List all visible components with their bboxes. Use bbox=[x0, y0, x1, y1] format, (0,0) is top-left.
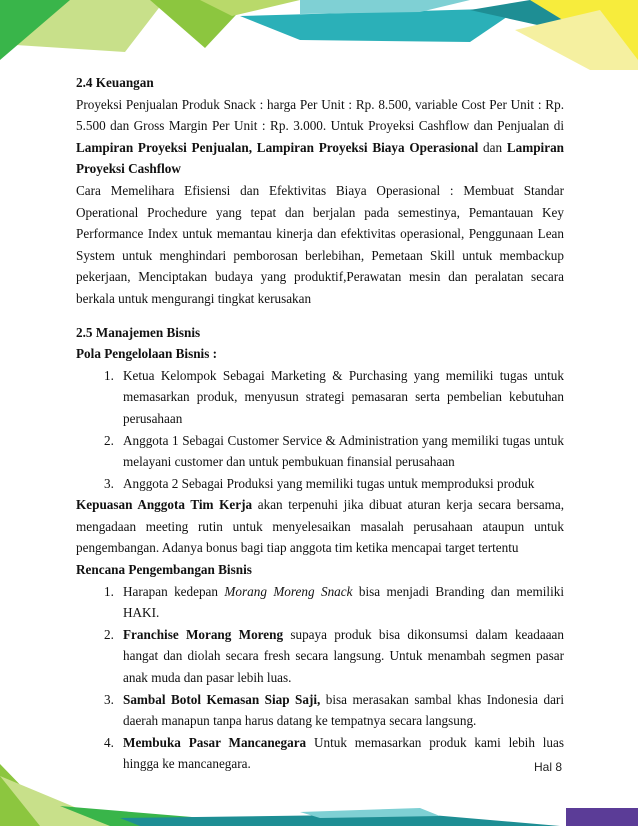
subheading-pola: Pola Pengelolaan Bisnis : bbox=[76, 346, 218, 362]
text-span: Harapan kedepan bbox=[123, 583, 225, 599]
bold-span: Membuka Pasar Mancanegara bbox=[123, 734, 307, 750]
pola-list bbox=[76, 365, 564, 495]
paragraph-efisiensi: Cara Memelihara Efisiensi dan Efektivitas Biaya Operasional : Membuat Standar Operational Prochedure yang tepat dan berjalan pada semestinya, Pemantauan Key Performance Index untuk memantau kinerja dan efektivitas operasional, Penggunaan Lean System untuk menghindari pemborosan berlebihan, Pemetaan Skill untuk membackup pekerjaan, Menciptakan budaya yang produktif,Perawatan mesin dan peralatan secara berkala untuk mengurangi tingkat kerusakan bbox=[76, 182, 564, 306]
list-number: 2. bbox=[104, 432, 114, 448]
text-span: bisa menjadi Branding dan memiliki HAKI. bbox=[123, 583, 564, 621]
list-item bbox=[76, 473, 564, 495]
italic-span: Morang Moreng Snack bbox=[224, 583, 353, 599]
list-item bbox=[76, 581, 564, 624]
list-item bbox=[76, 365, 564, 430]
list-text: Anggota 1 Sebagai Customer Service & Administration yang memiliki tugas untuk melayani customer dan untuk pembukuan finansial perusahaan bbox=[123, 432, 564, 470]
list-text: Ketua Kelompok Sebagai Marketing & Purchasing yang memiliki tugas untuk memasarkan produk, menyusun strategi pemasaran serta pembelian kebutuhan perusahaan bbox=[123, 367, 564, 426]
list-item bbox=[76, 624, 564, 689]
list-number: 1. bbox=[104, 367, 114, 383]
bold-span: Franchise Morang Moreng bbox=[123, 626, 284, 642]
list-number: 3. bbox=[104, 475, 114, 491]
list-number: 3. bbox=[104, 691, 114, 707]
teal-band-shape bbox=[240, 8, 520, 42]
section-heading-keuangan: 2.4 Keuangan bbox=[76, 75, 154, 90]
text-span: Proyeksi Penjualan Produk Snack : harga Per Unit : Rp. 8.500, variable Cost Per Unit : Rp. 5.500 dan Gross Margin Per Unit : Rp. 3.000. Untuk Proyeksi Cashflow dan Penjualan di bbox=[76, 96, 564, 134]
purple-block bbox=[566, 808, 638, 826]
text-span: dan bbox=[478, 139, 507, 155]
footer-decoration bbox=[0, 756, 638, 826]
rencana-list bbox=[76, 581, 564, 775]
subheading-rencana: Rencana Pengembangan Bisnis bbox=[76, 562, 252, 578]
list-text: Anggota 2 Sebagai Produksi yang memiliki tugas untuk memproduksi produk bbox=[123, 475, 535, 491]
page-number: Hal 8 bbox=[533, 760, 562, 774]
text-span: Untuk memasarkan produk kami lebih luas hingga ke mancanegara. bbox=[123, 734, 564, 772]
document-body bbox=[76, 72, 564, 775]
list-item bbox=[76, 689, 564, 732]
paragraph-proyeksi bbox=[76, 94, 564, 180]
list-item bbox=[76, 430, 564, 473]
text-span: akan terpenuhi jika dibuat aturan kerja secara bersama, mengadaan meeting rutin untuk menyelesaikan masalah perusahaan ataupun untuk pengembangan. Adanya bonus bagi tiap anggota tim ketika mencapai target tertentu bbox=[76, 497, 565, 556]
bold-span: Kepuasan Anggota Tim Kerja bbox=[76, 497, 253, 513]
header-decoration bbox=[0, 0, 638, 70]
bold-span: Lampiran Proyeksi Penjualan, Lampiran Proyeksi Biaya Operasional bbox=[76, 139, 479, 155]
list-number: 1. bbox=[104, 583, 114, 599]
bold-span: Sambal Botol Kemasan Siap Saji, bbox=[123, 691, 321, 707]
text-span: supaya produk bisa dikonsumsi dalam keadaaan hangat dan diolah secara fresh secara langsung. Untuk menambah segmen pasar anak muda dan pasar lebih luas. bbox=[123, 626, 565, 686]
section-heading-manajemen: 2.5 Manajemen Bisnis bbox=[76, 324, 201, 340]
list-number: 4. bbox=[104, 734, 114, 750]
text-span: bisa merasakan sambal khas Indonesia dari daerah manapun tanpa harus datang ke tempatnya secara langsung. bbox=[123, 691, 564, 729]
paragraph-kepuasan bbox=[76, 494, 564, 559]
list-number: 2. bbox=[104, 626, 114, 642]
bold-span: Lampiran Proyeksi Cashflow bbox=[76, 139, 564, 177]
